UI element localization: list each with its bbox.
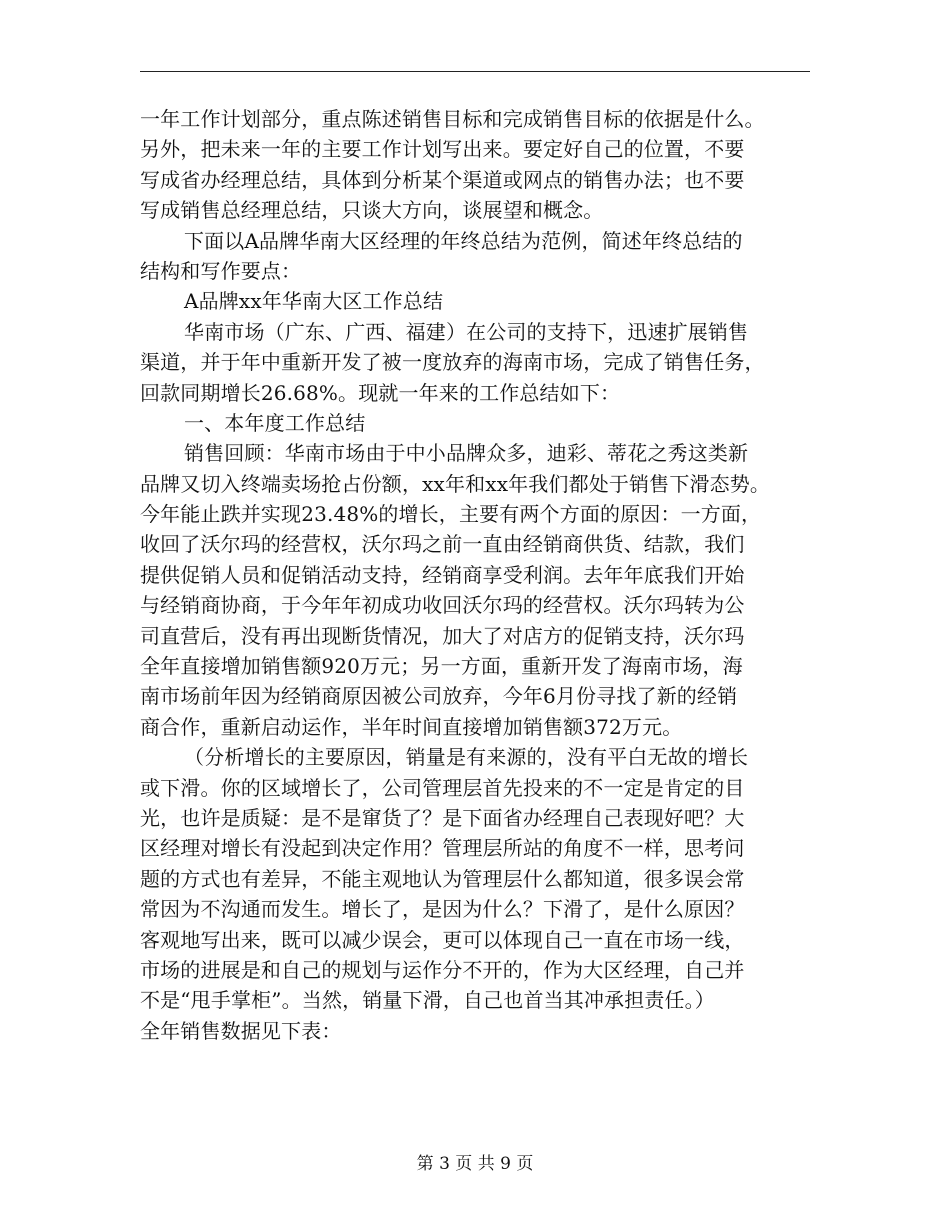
text-line: 销售回顾：华南市场由于中小品牌众多，迪彩、蒂花之秀这类新 (184, 441, 749, 466)
text-line: 光，也许是质疑：是不是窜货了？是下面省办经理自己表现好吧？大 (140, 805, 745, 830)
text-line: 品牌又切入终端卖场抢占份额，xx年和xx年我们都处于销售下滑态势。 (140, 471, 771, 496)
text-line: 一、本年度工作总结 (184, 410, 366, 435)
text-line: 另外，把未来一年的主要工作计划写出来。要定好自己的位置，不要 (140, 137, 745, 162)
text-line: 回款同期增长26.68%。现就一年来的工作总结如下： (140, 380, 621, 405)
text-line: 写成省办经理总结，具体到分析某个渠道或网点的销售办法；也不要 (140, 167, 745, 192)
text-line: 区经理对增长有没起到决定作用？管理层所站的角度不一样，思考问 (140, 836, 745, 861)
text-line: 不是“甩手掌柜”。当然，销量下滑，自己也首当其冲承担责任。） (140, 988, 715, 1013)
text-line: 或下滑。你的区域增长了，公司管理层首先投来的不一定是肯定的目 (140, 775, 745, 800)
text-line: 今年能止跌并实现23.48%的增长，主要有两个方面的原因：一方面， (140, 502, 762, 527)
text-line: 常因为不沟通而发生。增长了，是因为什么？下滑了，是什么原因？ (140, 897, 745, 922)
text-line: 客观地写出来，既可以减少误会，更可以体现自己一直在市场一线， (140, 927, 745, 952)
page-footer: 第 3 页 共 9 页 (416, 1154, 534, 1174)
text-line: 南市场前年因为经销商原因被公司放弃，今年6月份寻找了新的经销 (140, 684, 738, 709)
text-line: 渠道，并于年中重新开发了被一度放弃的海南市场，完成了销售任务， (140, 350, 765, 375)
header-rule (140, 71, 810, 72)
text-line: 一年工作计划部分，重点陈述销售目标和完成销售目标的依据是什么。 (140, 107, 765, 131)
text-line: 市场的进展是和自己的规划与运作分不开的，作为大区经理，自己并 (140, 957, 745, 982)
text-line: 提供促销人员和促销活动支持，经销商享受利润。去年年底我们开始 (140, 562, 745, 587)
text-line: 结构和写作要点： (140, 258, 302, 283)
text-line: 华南市场（广东、广西、福建）在公司的支持下，迅速扩展销售 (184, 319, 749, 344)
text-line: 下面以A品牌华南大区经理的年终总结为范例，简述年终总结的 (184, 228, 743, 253)
text-line: 全年直接增加销售额920万元；另一方面，重新开发了海南市场，海 (140, 654, 743, 679)
text-line: 商合作，重新启动运作，半年时间直接增加销售额372万元。 (140, 714, 683, 739)
text-line: 题的方式也有差异，不能主观地认为管理层什么都知道，很多误会常 (140, 866, 745, 891)
text-line: 与经销商协商，于今年年初成功收回沃尔玛的经营权。沃尔玛转为公 (140, 593, 745, 618)
text-line: 写成销售总经理总结，只谈大方向，谈展望和概念。 (140, 198, 604, 223)
document-body (140, 104, 820, 1046)
text-line: A品牌xx年华南大区工作总结 (184, 289, 444, 314)
text-line: 收回了沃尔玛的经营权，沃尔玛之前一直由经销商供货、结款，我们 (140, 532, 745, 557)
text-line: 全年销售数据见下表： (140, 1018, 342, 1043)
text-line: 司直营后，没有再出现断货情况，加大了对店方的促销支持，沃尔玛 (140, 623, 745, 648)
text-line: （分析增长的主要原因，销量是有来源的，没有平白无故的增长 (184, 745, 749, 770)
